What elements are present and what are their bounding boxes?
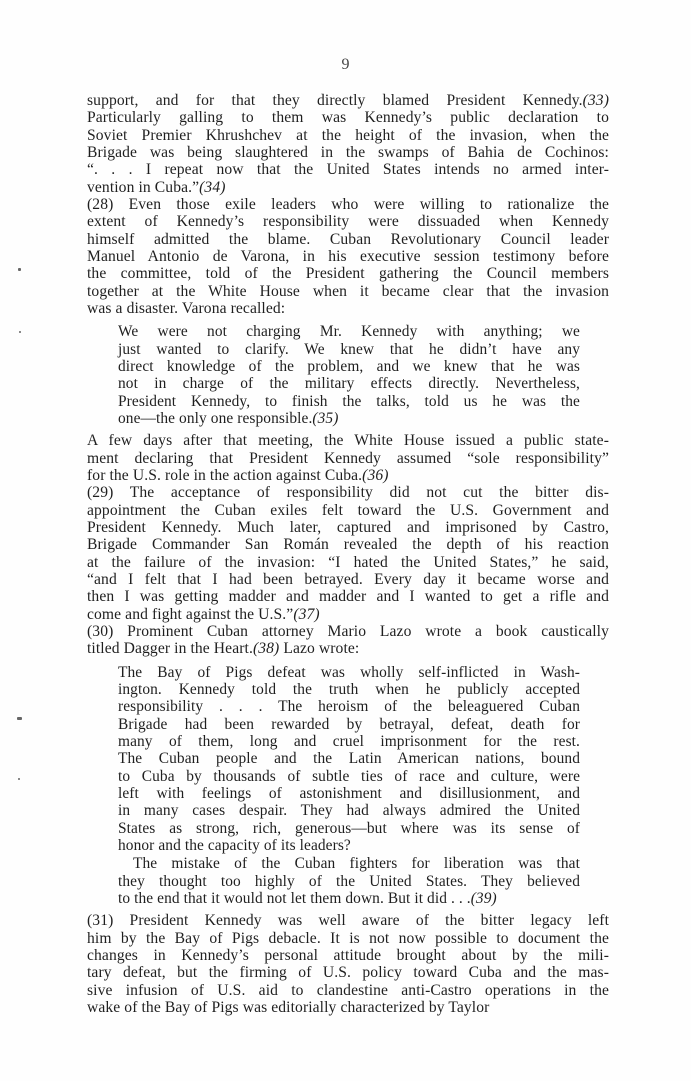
scan-speck (17, 717, 22, 720)
line-text: ment declaring that President Kennedy assumed “sole responsibility” (87, 449, 609, 467)
text-line (87, 912, 609, 930)
text-line (118, 820, 580, 838)
line-text: was a disaster. Varona recalled: (87, 300, 286, 317)
line-text: “and I felt that I had been betrayed. Every day it became worse and (87, 570, 609, 588)
line-text: for the U.S. role in the action against Cuba. (87, 466, 363, 484)
text-line (118, 873, 580, 891)
footnote-reference: (33) (582, 92, 609, 109)
line-text: responsibility . . . The heroism of the beleaguered Cuban (118, 698, 580, 716)
line-text: sive infusion of U.S. aid to clandestine anti-Castro operations in the (87, 981, 609, 999)
text-line (87, 109, 609, 127)
line-text: they thought too highly of the United States. They believed (118, 872, 580, 890)
text-line (87, 930, 609, 948)
text-line (118, 410, 580, 428)
text-line (87, 432, 609, 450)
line-text: President Kennedy, to finish the talks, told us he was the (118, 392, 580, 410)
line-text: Manuel Antonio de Varona, in his executive session testimony before (87, 248, 609, 265)
line-text: in many cases despair. They had always admired the United (118, 802, 580, 820)
text-line (118, 341, 580, 359)
line-text: direct knowledge of the problem, and we knew that he was (118, 357, 580, 375)
text-line (87, 248, 609, 266)
page-number: 9 (341, 56, 350, 73)
text-line (87, 588, 609, 606)
text-line (118, 664, 580, 682)
text-line (118, 716, 580, 734)
line-text: Particularly galling to them was Kennedy’s public declaration to (87, 109, 609, 127)
line-text: one—the only one responsible. (118, 409, 313, 427)
line-text: together at the White House when it became clear that the invasion (87, 282, 609, 300)
text-line (87, 300, 609, 318)
text-line (87, 213, 609, 231)
text-line (87, 947, 609, 965)
text-line (118, 358, 580, 376)
line-text: Soviet Premier Khrushchev at the height of the invasion, when the (87, 126, 609, 144)
line-text: many of them, long and cruel imprisonment for the rest. (118, 732, 580, 750)
text-line (118, 785, 580, 803)
line-text: just wanted to clarify. We knew that he didn’t have any (118, 340, 580, 358)
text-line (118, 750, 580, 768)
line-text: the committee, told of the President gathering the Council members (87, 265, 609, 283)
text-line (87, 502, 609, 520)
text-line (87, 982, 609, 1000)
footnote-reference: (39) (470, 889, 497, 907)
line-text: changes in Kennedy’s personal attitude brought about by the mili- (87, 946, 609, 964)
line-text: States as strong, rich, generous—but where was its sense of (118, 819, 580, 837)
text-line (118, 698, 580, 716)
line-text: Lazo wrote: (279, 640, 360, 658)
line-text: President Kennedy. Much later, captured and imprisoned by Castro, (87, 518, 609, 536)
line-text: Brigade Commander San Román revealed the depth of his reaction (87, 536, 609, 554)
line-text: left with feelings of astonishment and disillusionment, and (118, 784, 580, 802)
text-line (87, 999, 609, 1017)
text-line (118, 733, 580, 751)
text-line (118, 393, 580, 411)
text-line (87, 554, 609, 572)
text-line (118, 837, 580, 855)
line-text: (30) Prominent Cuban attorney Mario Lazo wrote a book caustically (87, 622, 609, 640)
text-line (118, 375, 580, 393)
line-text: ington. Kennedy told the truth when he publicly accepted (118, 680, 580, 698)
text-line (87, 450, 609, 468)
scan-speck (18, 778, 20, 780)
text-line (87, 179, 609, 197)
line-text: We were not charging Mr. Kennedy with anything; we (118, 323, 580, 341)
line-text: The Cuban people and the Latin American nations, bound (118, 750, 580, 768)
line-text: “. . . I repeat now that the United States intends no armed inter- (87, 161, 609, 179)
scan-speck (18, 268, 21, 271)
line-text: (29) The acceptance of responsibility did not cut the bitter dis- (87, 484, 609, 502)
text-line (118, 323, 580, 341)
footnote-reference: (35) (312, 409, 339, 427)
text-line (87, 519, 609, 537)
text-line (87, 484, 609, 502)
line-text: Brigade was being slaughtered in the swamps of Bahia de Cochinos: (87, 144, 609, 161)
line-text: The Bay of Pigs defeat was wholly self-inflicted in Wash- (118, 663, 580, 681)
line-text: extent of Kennedy’s responsibility were dissuaded when Kennedy (87, 213, 609, 231)
text-line (87, 536, 609, 554)
scan-speck (19, 331, 21, 333)
text-line (87, 606, 609, 624)
line-text: support, and for that they directly blamed President Kennedy. (87, 92, 583, 109)
text-line (87, 283, 609, 301)
line-text: tary defeat, but the firming of U.S. policy toward Cuba and the mas- (87, 964, 609, 982)
line-text: to Cuba by thousands of subtle ties of race and culture, were (118, 767, 580, 785)
line-text: to the end that it would not let them down. But it did . . . (118, 889, 471, 907)
line-text: honor and the capacity of its leaders? (118, 836, 351, 854)
line-text: him by the Bay of Pigs debacle. It is not now possible to document the (87, 929, 609, 947)
text-line (118, 768, 580, 786)
text-line (87, 623, 609, 641)
text-line (133, 855, 580, 873)
text-line (87, 161, 609, 179)
text-line (87, 467, 609, 485)
text-line (87, 127, 609, 145)
line-text: at the failure of the invasion: “I hated the United States,” he said, (87, 553, 609, 571)
line-text: A few days after that meeting, the White House issued a public state- (87, 432, 609, 450)
line-text: himself admitted the blame. Cuban Revolutionary Council leader (87, 230, 609, 248)
line-text: Brigade had been rewarded by betrayal, defeat, death for (118, 715, 580, 733)
line-text: come and fight against the U.S.” (87, 605, 294, 623)
text-line (87, 92, 609, 110)
footnote-reference: (34) (199, 178, 226, 196)
footnote-reference: (36) (362, 466, 389, 484)
footnote-reference: (38) (252, 640, 280, 658)
text-line (118, 681, 580, 699)
footnote-reference: (37) (293, 605, 320, 623)
line-text: (28) Even those exile leaders who were willing to rationalize the (87, 196, 609, 213)
line-text: (31) President Kennedy was well aware of the bitter legacy left (87, 912, 609, 930)
line-text: then I was getting madder and madder and I wanted to get a rifle and (87, 588, 609, 606)
line-text: appointment the Cuban exiles felt toward the U.S. Government and (87, 501, 609, 519)
text-line (87, 196, 609, 214)
line-text: The mistake of the Cuban fighters for liberation was that (133, 855, 580, 873)
text-line (87, 640, 609, 658)
text-line (118, 802, 580, 820)
line-text: vention in Cuba.” (87, 178, 200, 196)
text-line (87, 571, 609, 589)
text-line (87, 231, 609, 249)
line-text: wake of the Bay of Pigs was editorially characterized by Taylor (87, 998, 490, 1016)
text-line (87, 144, 609, 162)
line-text: not in charge of the military effects directly. Nevertheless, (118, 375, 580, 393)
line-text: titled Dagger in the Heart. (87, 640, 253, 658)
text-line (87, 265, 609, 283)
text-line (118, 890, 580, 908)
text-line (87, 964, 609, 982)
